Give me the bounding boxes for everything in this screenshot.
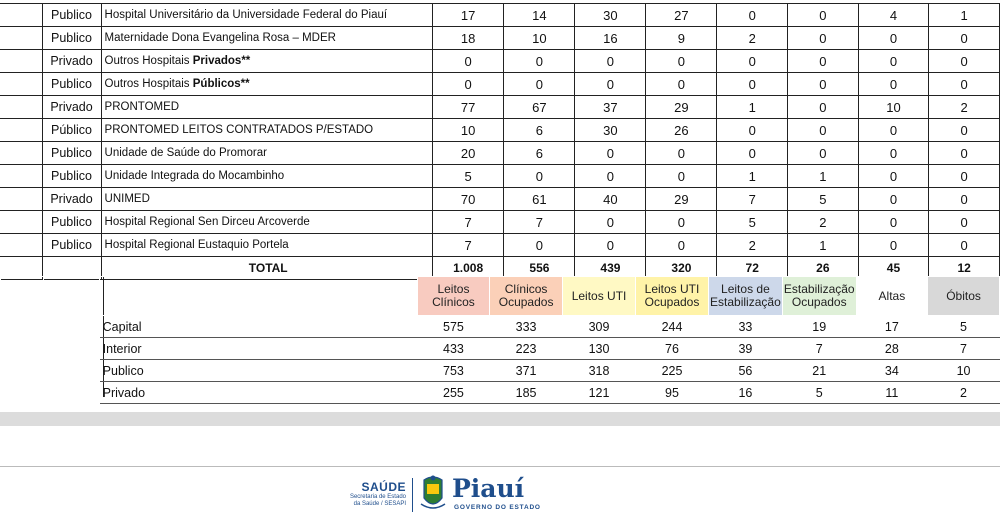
row-spacer-cell xyxy=(0,50,42,73)
sector-cell: Publico xyxy=(42,27,101,50)
row-spacer-cell xyxy=(0,234,42,257)
hospital-name-bold: Privados** xyxy=(192,55,251,67)
value-cell: 9 xyxy=(646,27,717,50)
summary-header-cell xyxy=(417,277,489,316)
summary-value-cell: 19 xyxy=(782,316,856,338)
government-subtitle: GOVERNO DO ESTADO xyxy=(454,504,541,511)
value-cell: 0 xyxy=(575,50,646,73)
summary-row xyxy=(1,382,1000,404)
value-cell: 0 xyxy=(575,165,646,188)
summary-value-cell: 5 xyxy=(782,382,856,404)
hospital-name-cell: Hospital Universitário da Universidade Federal do Piauí xyxy=(101,4,432,27)
sector-cell: Privado xyxy=(42,188,101,211)
header-line-2: Ocupados xyxy=(498,295,554,309)
value-cell: 0 xyxy=(717,73,788,96)
value-cell: 0 xyxy=(788,119,859,142)
summary-value-cell: 433 xyxy=(417,338,489,360)
value-cell: 20 xyxy=(432,142,504,165)
header-line-2: Ocupados xyxy=(791,295,847,309)
table-row xyxy=(0,73,1000,96)
blank-cell xyxy=(43,338,100,360)
sector-cell: Publico xyxy=(42,211,101,234)
summary-value-cell: 39 xyxy=(708,338,782,360)
value-cell: 6 xyxy=(504,142,575,165)
value-cell: 0 xyxy=(858,50,929,73)
row-spacer-cell xyxy=(0,119,42,142)
hospital-name-cell: Unidade Integrada do Mocambinho xyxy=(101,165,432,188)
value-cell: 0 xyxy=(929,234,1000,257)
sector-cell: Público xyxy=(42,119,101,142)
value-cell: 1 xyxy=(788,234,859,257)
value-cell: 0 xyxy=(504,165,575,188)
sector-cell: Publico xyxy=(42,165,101,188)
summary-value-cell: 95 xyxy=(636,382,709,404)
summary-row xyxy=(1,360,1000,382)
summary-table xyxy=(0,276,1000,404)
value-cell: 0 xyxy=(788,50,859,73)
table-row xyxy=(0,211,1000,234)
value-cell: 0 xyxy=(646,73,717,96)
value-cell: 0 xyxy=(646,142,717,165)
summary-row-label: Privado xyxy=(100,382,418,404)
table-row xyxy=(0,165,1000,188)
value-cell: 16 xyxy=(575,27,646,50)
row-spacer-cell xyxy=(0,188,42,211)
value-cell: 0 xyxy=(788,27,859,50)
total-value-cell: 1.008 xyxy=(432,257,504,280)
blank-cell xyxy=(43,382,100,404)
value-cell: 0 xyxy=(646,50,717,73)
saude-subtitle-2: da Saúde / SESAPI xyxy=(353,501,406,507)
blank-cell xyxy=(1,382,44,404)
blank-cell xyxy=(100,277,418,316)
value-cell: 0 xyxy=(929,142,1000,165)
total-value-cell: 12 xyxy=(929,257,1000,280)
value-cell: 40 xyxy=(575,188,646,211)
summary-header-cell xyxy=(782,277,856,316)
value-cell: 0 xyxy=(504,50,575,73)
saude-logo xyxy=(320,480,406,508)
value-cell: 0 xyxy=(929,27,1000,50)
value-cell: 0 xyxy=(858,119,929,142)
summary-header-cell xyxy=(563,277,636,316)
hospital-name-cell: Hospital Regional Sen Dirceu Arcoverde xyxy=(101,211,432,234)
summary-value-cell: 2 xyxy=(928,382,1000,404)
value-cell: 0 xyxy=(646,165,717,188)
summary-header-cell xyxy=(856,277,927,316)
summary-header-row xyxy=(1,277,1000,316)
summary-value-cell: 255 xyxy=(417,382,489,404)
value-cell: 0 xyxy=(858,211,929,234)
value-cell: 0 xyxy=(575,234,646,257)
table-row xyxy=(0,4,1000,27)
summary-value-cell: 16 xyxy=(708,382,782,404)
value-cell: 18 xyxy=(432,27,504,50)
value-cell: 7 xyxy=(432,211,504,234)
total-value-cell: 439 xyxy=(575,257,646,280)
summary-value-cell: 309 xyxy=(563,316,636,338)
value-cell: 70 xyxy=(432,188,504,211)
value-cell: 1 xyxy=(929,4,1000,27)
summary-value-cell: 753 xyxy=(417,360,489,382)
value-cell: 0 xyxy=(717,119,788,142)
table-row xyxy=(0,234,1000,257)
hospital-name-cell: UNIMED xyxy=(101,188,432,211)
hospital-name-cell: Unidade de Saúde do Promorar xyxy=(101,142,432,165)
value-cell: 5 xyxy=(432,165,504,188)
row-spacer-cell xyxy=(0,27,42,50)
row-spacer-cell xyxy=(0,211,42,234)
sector-cell: Publico xyxy=(42,142,101,165)
blank-cell xyxy=(1,277,44,316)
summary-value-cell: 318 xyxy=(563,360,636,382)
value-cell: 1 xyxy=(717,165,788,188)
logo-divider xyxy=(412,478,413,512)
value-cell: 30 xyxy=(575,119,646,142)
hospital-name-cell xyxy=(101,73,432,96)
table-row xyxy=(0,27,1000,50)
header-line-1: Leitos xyxy=(437,282,470,296)
value-cell: 0 xyxy=(929,211,1000,234)
summary-value-cell: 7 xyxy=(928,338,1000,360)
footer-divider xyxy=(0,466,1000,467)
blank-cell xyxy=(1,338,44,360)
sector-cell: Privado xyxy=(42,96,101,119)
summary-value-cell: 33 xyxy=(708,316,782,338)
value-cell: 0 xyxy=(646,234,717,257)
summary-row xyxy=(1,316,1000,338)
value-cell: 77 xyxy=(432,96,504,119)
hospital-name-bold: Públicos** xyxy=(192,78,250,90)
value-cell: 10 xyxy=(432,119,504,142)
value-cell: 4 xyxy=(858,4,929,27)
value-cell: 17 xyxy=(432,4,504,27)
summary-value-cell: 371 xyxy=(490,360,563,382)
value-cell: 0 xyxy=(575,142,646,165)
table-row xyxy=(0,188,1000,211)
summary-value-cell: 21 xyxy=(782,360,856,382)
header-line-2: Estabilização xyxy=(710,295,781,309)
summary-header-cell xyxy=(928,277,1000,316)
summary-value-cell: 130 xyxy=(563,338,636,360)
summary-value-cell: 5 xyxy=(928,316,1000,338)
summary-value-cell: 244 xyxy=(636,316,709,338)
summary-row xyxy=(1,338,1000,360)
summary-value-cell: 17 xyxy=(856,316,927,338)
summary-value-cell: 28 xyxy=(856,338,927,360)
value-cell: 14 xyxy=(504,4,575,27)
header-line-2: Clínicos xyxy=(432,295,475,309)
header-line-1: Clínicos xyxy=(504,282,548,296)
value-cell: 5 xyxy=(717,211,788,234)
row-spacer-cell xyxy=(0,96,42,119)
hospital-name-cell: Maternidade Dona Evangelina Rosa – MDER xyxy=(101,27,432,50)
value-cell: 0 xyxy=(858,73,929,96)
row-spacer-cell xyxy=(0,165,42,188)
value-cell: 0 xyxy=(717,142,788,165)
table-row xyxy=(0,119,1000,142)
value-cell: 10 xyxy=(858,96,929,119)
total-value-cell: 320 xyxy=(646,257,717,280)
piaui-brand: Piauí xyxy=(452,474,525,503)
value-cell: 1 xyxy=(717,96,788,119)
value-cell: 7 xyxy=(717,188,788,211)
hospital-name-cell: PRONTOMED xyxy=(101,96,432,119)
sector-cell: Publico xyxy=(42,4,101,27)
summary-value-cell: 11 xyxy=(856,382,927,404)
total-value-cell: 72 xyxy=(717,257,788,280)
value-cell: 0 xyxy=(432,73,504,96)
header-line-1: Leitos de xyxy=(721,282,770,296)
total-value-cell: 45 xyxy=(858,257,929,280)
summary-value-cell: 223 xyxy=(490,338,563,360)
header-line-1: Estabilização xyxy=(783,282,855,296)
blank-cell xyxy=(43,316,100,338)
value-cell: 0 xyxy=(504,234,575,257)
summary-header-cell xyxy=(708,277,782,316)
value-cell: 0 xyxy=(929,165,1000,188)
hospital-table xyxy=(0,3,1000,280)
summary-row-label: Capital xyxy=(100,316,418,338)
summary-value-cell: 333 xyxy=(490,316,563,338)
value-cell: 6 xyxy=(504,119,575,142)
value-cell: 67 xyxy=(504,96,575,119)
value-cell: 0 xyxy=(646,211,717,234)
summary-value-cell: 7 xyxy=(782,338,856,360)
table-row xyxy=(0,142,1000,165)
hospital-name-cell xyxy=(101,50,432,73)
value-cell: 7 xyxy=(432,234,504,257)
saude-subtitle-1: Secretaria de Estado xyxy=(349,494,406,500)
summary-value-cell: 121 xyxy=(563,382,636,404)
hospital-name-cell: PRONTOMED LEITOS CONTRATADOS P/ESTADO xyxy=(101,119,432,142)
value-cell: 2 xyxy=(717,27,788,50)
value-cell: 0 xyxy=(858,188,929,211)
value-cell: 0 xyxy=(858,165,929,188)
value-cell: 0 xyxy=(432,50,504,73)
value-cell: 0 xyxy=(575,211,646,234)
total-value-cell: 26 xyxy=(788,257,859,280)
value-cell: 2 xyxy=(788,211,859,234)
value-cell: 37 xyxy=(575,96,646,119)
value-cell: 30 xyxy=(575,4,646,27)
blank-cell xyxy=(43,277,100,316)
blank-cell xyxy=(1,360,44,382)
page-bottom-bar xyxy=(0,412,1000,426)
value-cell: 1 xyxy=(788,165,859,188)
summary-value-cell: 10 xyxy=(928,360,1000,382)
value-cell: 0 xyxy=(929,119,1000,142)
value-cell: 0 xyxy=(575,73,646,96)
hospital-name-prefix: Outros Hospitais xyxy=(104,55,193,67)
row-spacer-cell xyxy=(0,142,42,165)
value-cell: 61 xyxy=(504,188,575,211)
value-cell: 0 xyxy=(717,4,788,27)
value-cell: 0 xyxy=(858,234,929,257)
sector-cell: Publico xyxy=(42,73,101,96)
value-cell: 0 xyxy=(929,73,1000,96)
value-cell: 2 xyxy=(929,96,1000,119)
row-spacer-cell xyxy=(0,4,42,27)
hospital-name-prefix: Outros Hospitais xyxy=(104,78,193,90)
row-spacer-cell xyxy=(0,73,42,96)
state-crest-icon xyxy=(418,474,448,512)
value-cell: 0 xyxy=(504,73,575,96)
summary-value-cell: 575 xyxy=(417,316,489,338)
header-line-1: Altas xyxy=(878,288,906,303)
summary-row-label: Interior xyxy=(100,338,418,360)
total-value-cell: 556 xyxy=(504,257,575,280)
blank-cell xyxy=(1,316,44,338)
value-cell: 27 xyxy=(646,4,717,27)
summary-header-cell xyxy=(490,277,563,316)
value-cell: 0 xyxy=(788,96,859,119)
value-cell: 2 xyxy=(717,234,788,257)
value-cell: 0 xyxy=(788,4,859,27)
value-cell: 10 xyxy=(504,27,575,50)
value-cell: 0 xyxy=(788,73,859,96)
sector-cell: Publico xyxy=(42,234,101,257)
summary-value-cell: 76 xyxy=(636,338,709,360)
header-line-1: Leitos UTI xyxy=(571,288,627,303)
summary-row-label: Publico xyxy=(100,360,418,382)
saude-title: SAÚDE xyxy=(361,480,406,494)
table-row xyxy=(0,50,1000,73)
value-cell: 7 xyxy=(504,211,575,234)
value-cell: 0 xyxy=(929,188,1000,211)
hospital-name-cell: Hospital Regional Eustaquio Portela xyxy=(101,234,432,257)
value-cell: 0 xyxy=(788,142,859,165)
blank-cell xyxy=(43,360,100,382)
value-cell: 0 xyxy=(717,50,788,73)
summary-header-cell xyxy=(636,277,709,316)
summary-value-cell: 34 xyxy=(856,360,927,382)
header-line-1: Leitos UTI xyxy=(644,282,700,296)
value-cell: 5 xyxy=(788,188,859,211)
header-line-2: Ocupados xyxy=(644,295,700,309)
total-label: TOTAL xyxy=(101,257,432,280)
value-cell: 29 xyxy=(646,96,717,119)
summary-value-cell: 225 xyxy=(636,360,709,382)
header-line-1: Óbitos xyxy=(946,288,981,303)
value-cell: 0 xyxy=(858,142,929,165)
value-cell: 26 xyxy=(646,119,717,142)
table-row xyxy=(0,96,1000,119)
summary-value-cell: 56 xyxy=(708,360,782,382)
value-cell: 0 xyxy=(858,27,929,50)
sector-cell: Privado xyxy=(42,50,101,73)
value-cell: 29 xyxy=(646,188,717,211)
summary-value-cell: 185 xyxy=(490,382,563,404)
value-cell: 0 xyxy=(929,50,1000,73)
